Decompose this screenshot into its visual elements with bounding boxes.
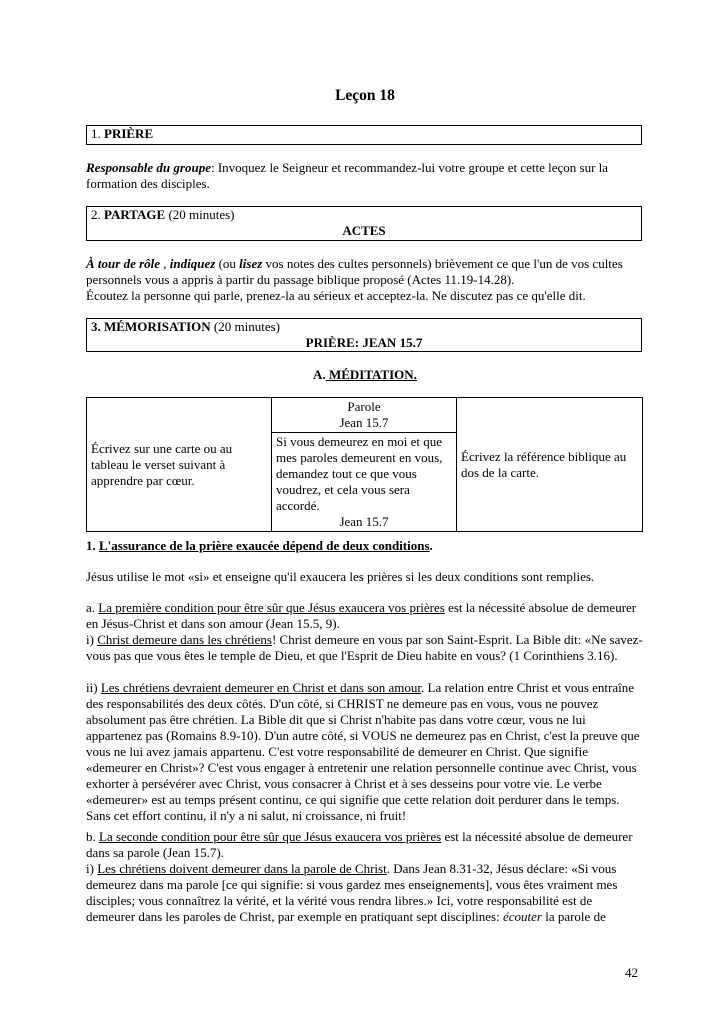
meditation-table bbox=[86, 397, 643, 532]
list-marker: i) bbox=[86, 861, 98, 876]
body-text: la parole de bbox=[541, 909, 606, 924]
underlined-text: Les chrétiens doivent demeurer dans la parole de Christ bbox=[97, 861, 387, 876]
heading-text: MÉDITATION. bbox=[325, 367, 417, 382]
lead-text: Responsable du groupe bbox=[86, 160, 211, 175]
heading-text: L'assurance de la prière exaucée dépend de deux conditions bbox=[99, 538, 430, 553]
list-marker: i) bbox=[86, 632, 98, 647]
body-text: Écoutez la personne qui parle, prenez-la au sérieux et acceptez-la. Ne discutez pas ce qu'elle dit. bbox=[86, 288, 586, 303]
verse-text: Si vous demeurez en moi et que mes paroles demeurent en vous, demandez tout ce que vous voudrez, et cela vous sera accordé. bbox=[276, 434, 443, 513]
body-text: (ou bbox=[215, 256, 240, 271]
verse-label: Parole bbox=[347, 399, 381, 414]
section-subheading: ACTES bbox=[342, 223, 386, 238]
section-number: 1. bbox=[91, 126, 101, 141]
body-text: , bbox=[160, 256, 170, 271]
table-cell-reference-note: Écrivez la référence biblique au dos de la carte. bbox=[457, 398, 643, 532]
meditation-heading bbox=[86, 367, 644, 383]
section-subheading: PRIÈRE: JEAN 15.7 bbox=[305, 335, 423, 350]
heading-dot: . bbox=[429, 538, 433, 553]
underlined-text: La première condition pour être sûr que Jésus exaucera vos prières bbox=[98, 600, 445, 615]
heading-prefix: A. bbox=[313, 367, 326, 382]
section-heading: PARTAGE bbox=[104, 207, 166, 222]
body-text: ! Christ demeure en vous par son Saint-Esprit. La Bible dit: «Ne savez-vous pas que vous êtes le temple de Dieu, et que l'Esprit de Dieu habite en vous? (1 Corinthiens 3.16). bbox=[86, 632, 643, 663]
verse-reference: Jean 15.7 bbox=[339, 415, 389, 430]
list-marker: b. bbox=[86, 829, 99, 844]
section-heading: PRIÈRE bbox=[104, 126, 154, 141]
paragraph-condition-b-i bbox=[86, 861, 644, 925]
body-text: est la nécessité absolue de demeurer en Jésus-Christ et dans son amour (Jean 15.5, 9). bbox=[86, 600, 637, 631]
paragraph-condition-a-i bbox=[86, 632, 644, 664]
lesson-title: Leçon 18 bbox=[335, 87, 395, 104]
emph-text: indiquez bbox=[169, 256, 216, 271]
emph-text: À tour de rôle bbox=[86, 256, 161, 271]
section-priere-box bbox=[86, 125, 642, 145]
section-memorisation-box bbox=[86, 318, 642, 352]
list-marker: a. bbox=[86, 600, 99, 615]
body-text: : Invoquez le Seigneur et recommandez-lui votre groupe et cette leçon sur la formation des disciples. bbox=[86, 160, 609, 191]
italic-text: écouter bbox=[502, 909, 542, 924]
table-cell-verse-text bbox=[272, 433, 457, 532]
paragraph-condition-a-ii bbox=[86, 680, 644, 824]
body-text: est la nécessité absolue de demeurer dans sa parole (Jean 15.7). bbox=[86, 829, 633, 860]
paragraph-intro: Jésus utilise le mot «si» et enseigne qu'il exaucera les prières si les deux conditions sont remplies. bbox=[86, 569, 595, 584]
page-number: 42 bbox=[625, 965, 638, 980]
section-duration: (20 minutes) bbox=[168, 207, 235, 222]
paragraph-condition-b bbox=[86, 829, 644, 861]
underlined-text: La seconde condition pour être sûr que Jésus exaucera vos prières bbox=[99, 829, 442, 844]
underlined-text: Les chrétiens devraient demeurer en Christ et dans son amour bbox=[100, 680, 422, 695]
section-heading: 3. MÉMORISATION bbox=[91, 319, 211, 334]
section-number: 2. bbox=[91, 207, 101, 222]
paragraph-partage bbox=[86, 256, 644, 304]
section-duration: (20 minutes) bbox=[213, 319, 280, 334]
table-cell-instructions: Écrivez sur une carte ou au tableau le verset suivant à apprendre par cœur. bbox=[87, 398, 272, 532]
paragraph-responsable bbox=[86, 160, 644, 192]
body-text: . La relation entre Christ et vous entraîne des responsabilités des deux côtés. D'un côté, si CHRIST ne demeure pas en vous, vous ne pouvez absolument pas être chrétien. La Bible dit que si Christ n'habite pas dans votre cœur, vous ne lui appartenez pas (Romains 8.9-10). D'un autre côté, si VOUS ne demeurez pas en Christ, c'est la preuve que vous ne lui avez jamais appartenu. C'est votre responsabilité de demeurer en Christ. Que signifie «demeurer en Christ»? C'est vous engager à entretenir une relation personnelle continue avec Christ, vous exhorter à persévérer avec Christ, vous consacrer à Christ et à ses desseins pour votre vie. Le verbe «demeurer» est au temps présent continu, ce qui signifie que cette relation doit perdurer dans le temps. Sans cet effort continu, il n'y a ni salut, ni croissance, ni fruit! bbox=[86, 680, 640, 823]
table-cell-verse-header bbox=[272, 398, 457, 433]
verse-reference: Jean 15.7 bbox=[339, 514, 389, 529]
body-text: vos notes des cultes personnels) brièvement ce que l'un de vos cultes personnels vous a appris à partir du passage biblique proposé (Actes 11.19-14.28). bbox=[86, 256, 623, 287]
list-marker: ii) bbox=[86, 680, 101, 695]
section-partage-box bbox=[86, 206, 642, 241]
underlined-text: Christ demeure dans les chrétiens bbox=[97, 632, 272, 647]
body-text: . Dans Jean 8.31-32, Jésus déclare: «Si vous demeurez dans ma parole [ce qui signifie: si vous gardez mes enseignements], vous êtes vraiment mes disciples; vous connaîtrez la vérité, et la vérité vous rendra libres.» Ici, votre responsabilité est de demeurer dans les paroles de Christ, par exemple en pratiquant sept disciplines: bbox=[86, 861, 618, 924]
heading-assurance bbox=[86, 538, 644, 554]
paragraph-condition-a bbox=[86, 600, 644, 632]
heading-number: 1. bbox=[86, 538, 99, 553]
emph-text: lisez bbox=[239, 256, 263, 271]
